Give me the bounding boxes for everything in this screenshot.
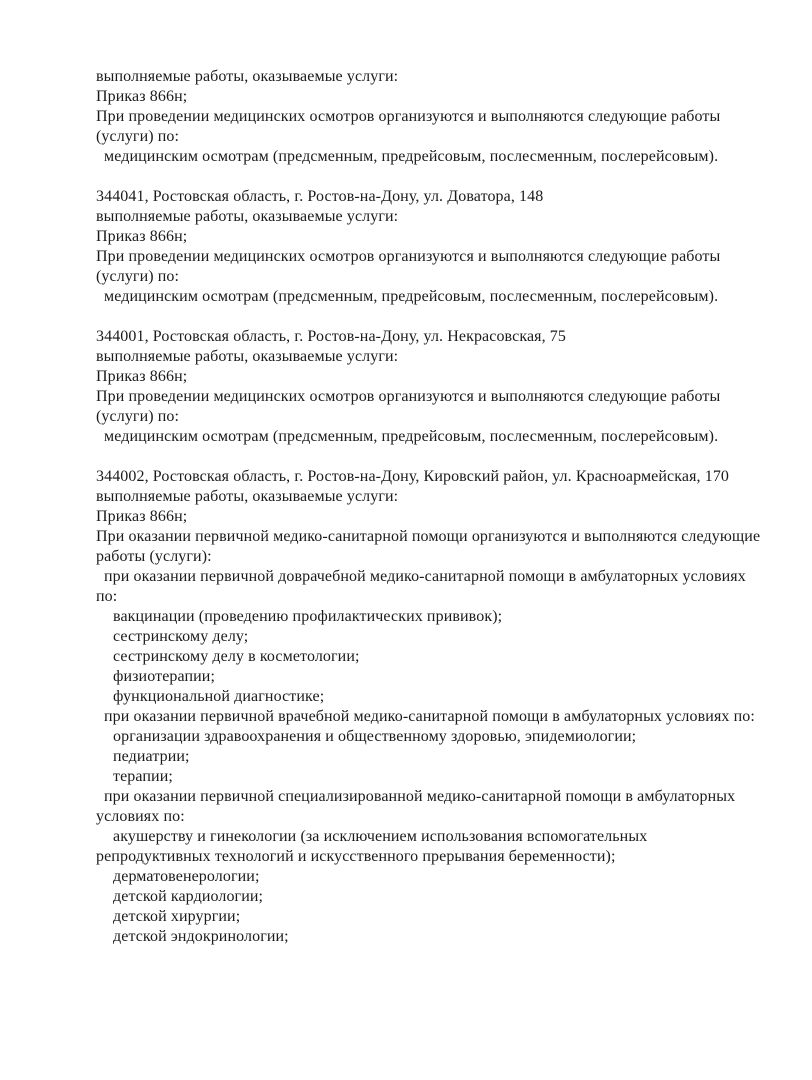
text-line: При оказании первичной медико-санитарной помощи организуются и выполняются следующие работы (услуги):: [96, 528, 761, 565]
text-line: терапии;: [113, 768, 173, 785]
text-line: при оказании первичной врачебной медико-санитарной помощи в амбулаторных условиях по:: [104, 708, 755, 725]
text-line: Приказ 866н;: [96, 368, 188, 385]
license-address-block: [96, 327, 762, 447]
text-line: педиатрии;: [113, 748, 190, 765]
text-line: акушерству и гинекологии (за исключением использования вспомогательных репродуктивных технологий и искусственного прерывания беременности);: [96, 828, 648, 865]
text-line: сестринскому делу;: [113, 628, 249, 645]
text-line: вакцинации (проведению профилактических прививок);: [113, 608, 503, 625]
text-line: медицинским осмотрам (предсменным, предрейсовым, послесменным, послерейсовым).: [104, 288, 719, 305]
text-line: При проведении медицинских осмотров организуются и выполняются следующие работы (услуги) по:: [96, 108, 721, 145]
text-line: выполняемые работы, оказываемые услуги:: [96, 208, 399, 225]
address-line: 344002, Ростовская область, г. Ростов-на-Дону, Кировский район, ул. Красноармейская, 170: [96, 468, 730, 485]
text-line: организации здравоохранения и общественному здоровью, эпидемиологии;: [113, 728, 637, 745]
text-line: детской эндокринологии;: [113, 928, 289, 945]
text-line: Приказ 866н;: [96, 508, 188, 525]
license-address-block: [96, 467, 762, 947]
text-line: функциональной диагностике;: [113, 688, 325, 705]
address-line: 344001, Ростовская область, г. Ростов-на-Дону, ул. Некрасовская, 75: [96, 328, 567, 345]
text-line: при оказании первичной доврачебной медико-санитарной помощи в амбулаторных условиях по:: [96, 568, 746, 605]
address-line: 344041, Ростовская область, г. Ростов-на-Дону, ул. Доватора, 148: [96, 188, 544, 205]
text-line: Приказ 866н;: [96, 228, 188, 245]
text-line: дерматовенерологии;: [113, 868, 260, 885]
text-line: выполняемые работы, оказываемые услуги:: [96, 68, 399, 85]
document-content: [96, 67, 762, 947]
text-line: сестринскому делу в косметологии;: [113, 648, 360, 665]
license-services-block: [96, 67, 762, 167]
text-line: детской хирургии;: [113, 908, 241, 925]
text-line: выполняемые работы, оказываемые услуги:: [96, 488, 399, 505]
text-line: выполняемые работы, оказываемые услуги:: [96, 348, 399, 365]
text-line: физиотерапии;: [113, 668, 216, 685]
text-line: детской кардиологии;: [113, 888, 264, 905]
text-line: при оказании первичной специализированной медико-санитарной помощи в амбулаторных условиях по:: [96, 788, 736, 825]
license-address-block: [96, 187, 762, 307]
text-line: медицинским осмотрам (предсменным, предрейсовым, послесменным, послерейсовым).: [104, 148, 719, 165]
text-line: медицинским осмотрам (предсменным, предрейсовым, послесменным, послерейсовым).: [104, 428, 719, 445]
text-line: При проведении медицинских осмотров организуются и выполняются следующие работы (услуги) по:: [96, 388, 721, 425]
text-line: При проведении медицинских осмотров организуются и выполняются следующие работы (услуги) по:: [96, 248, 721, 285]
text-line: Приказ 866н;: [96, 88, 188, 105]
